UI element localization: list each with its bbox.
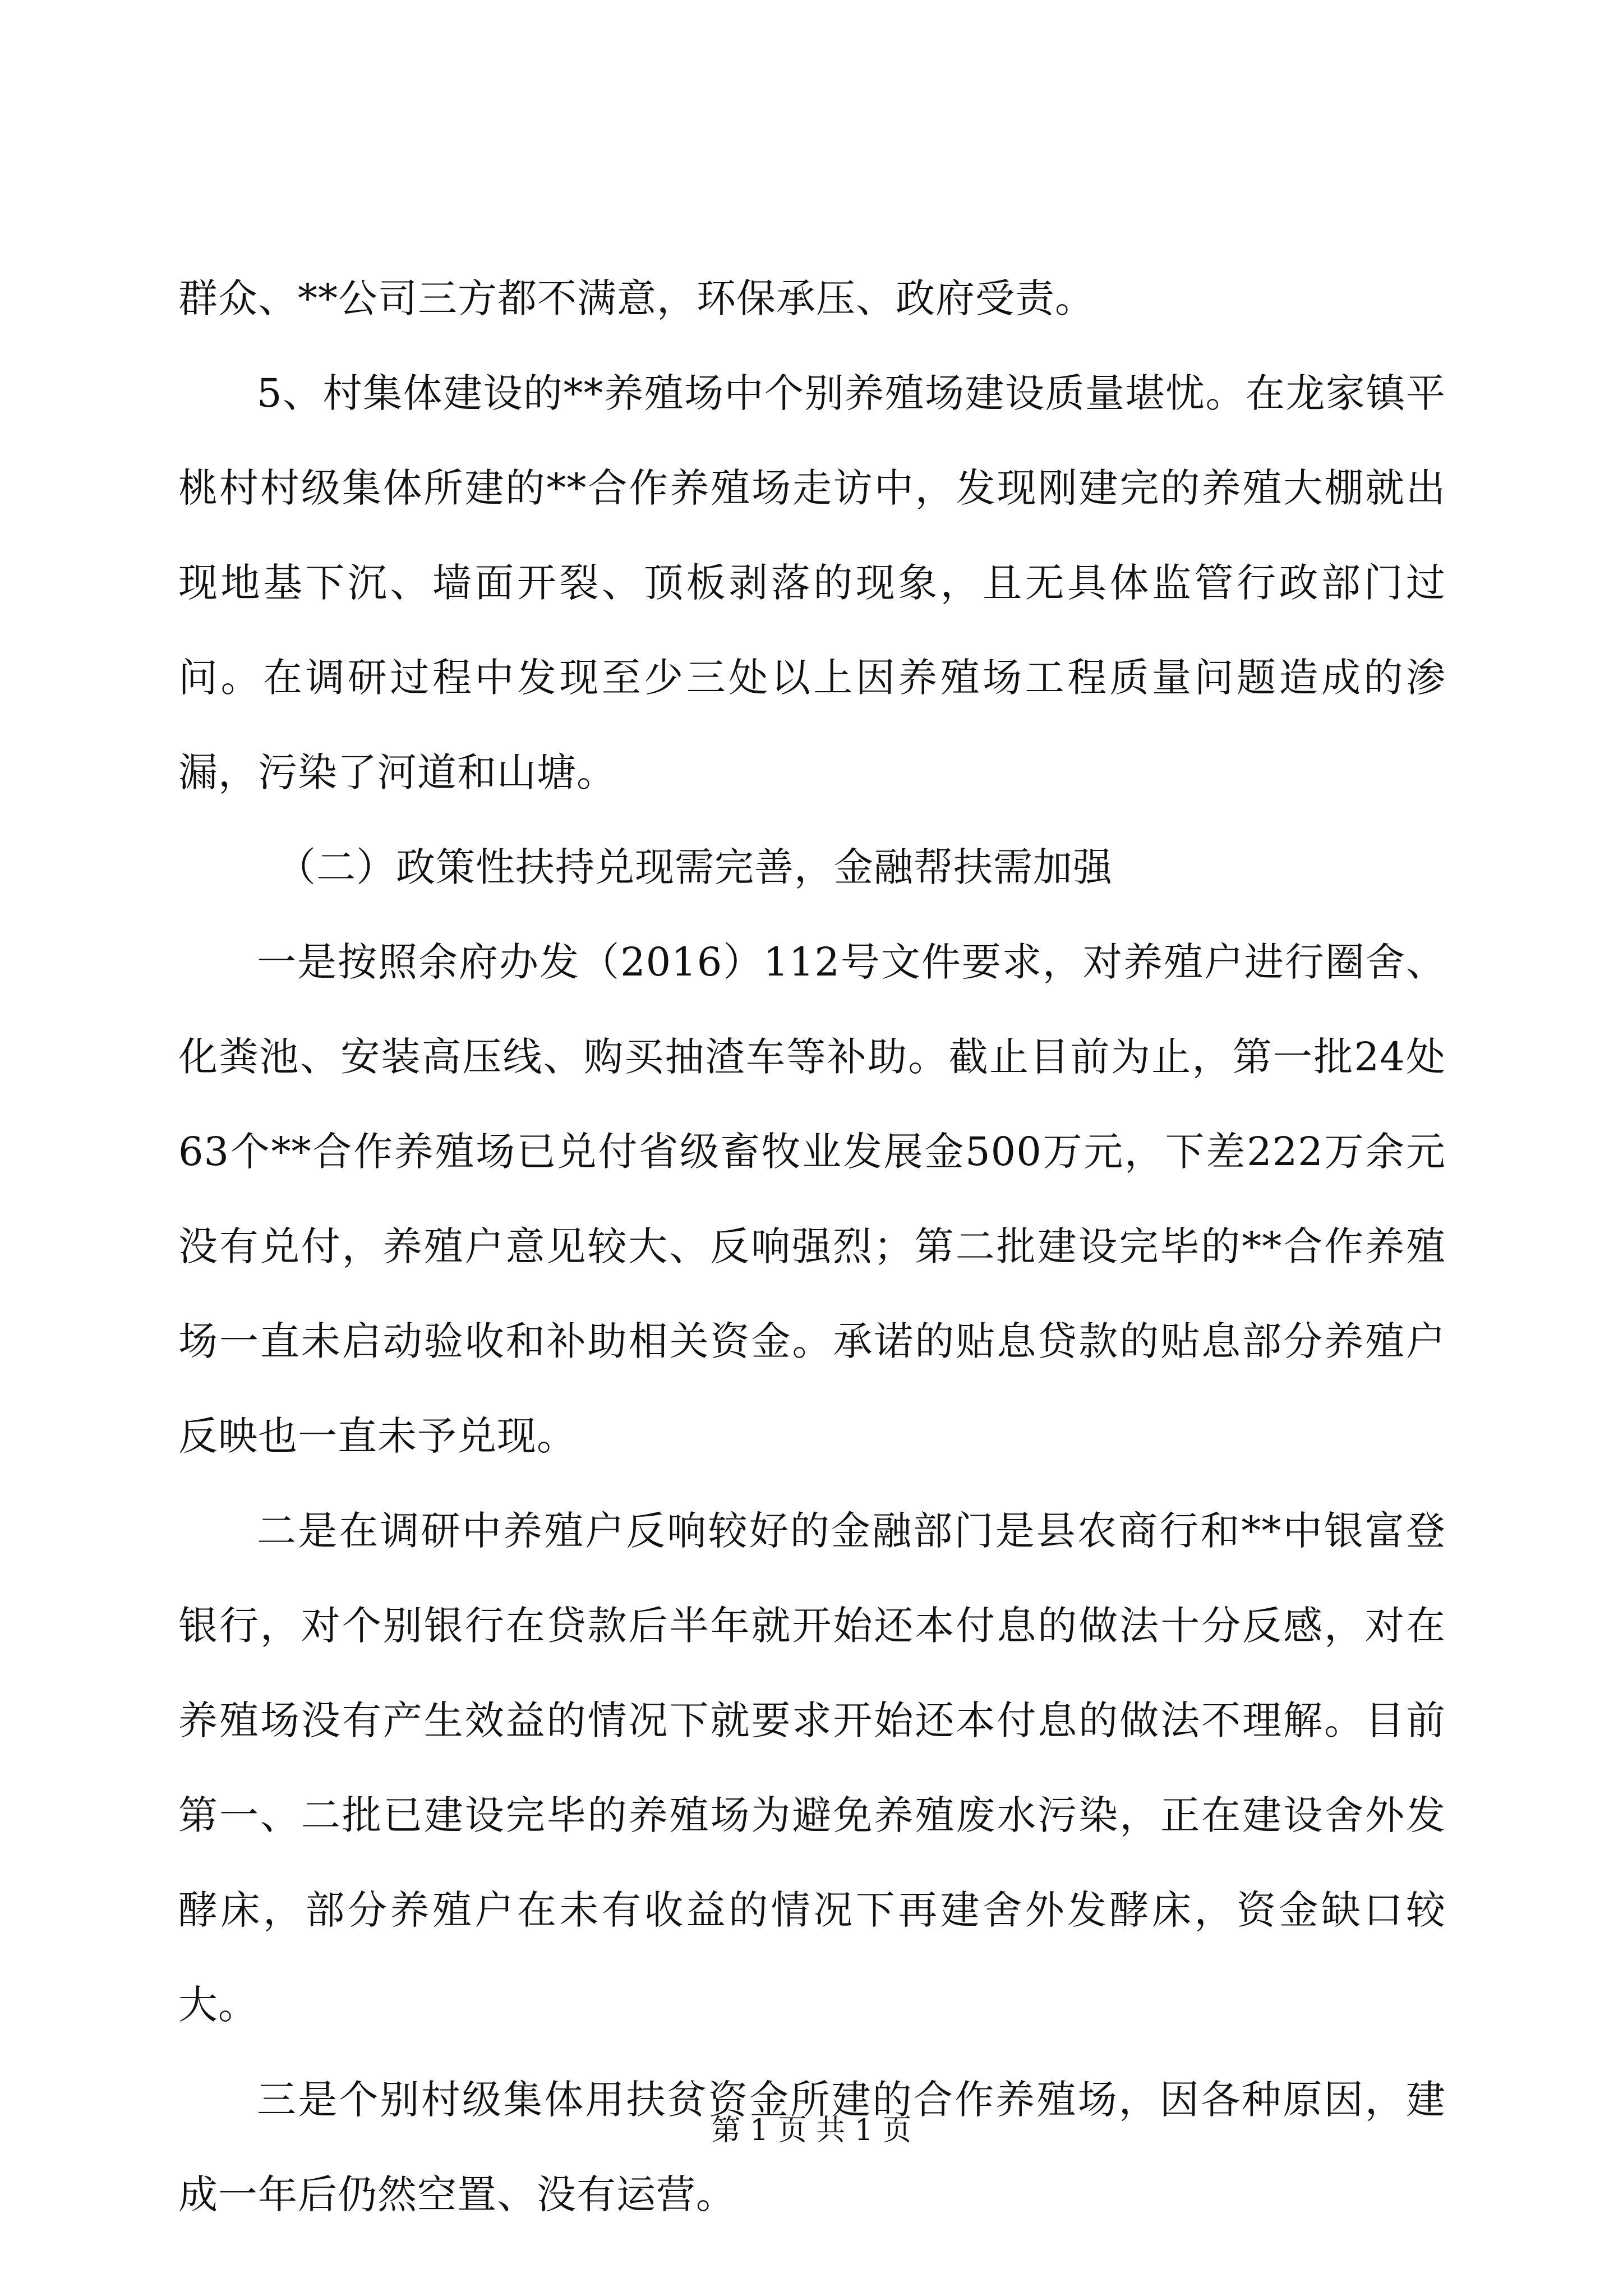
page-number-label: 第 1 页 共 1 页 (711, 2114, 912, 2147)
paragraph-continuation: 群众、**公司三方都不满意，环保承压、政府受责。 (178, 275, 1095, 321)
paragraph-point-3: 三是个别村级集体用扶贫资金所建的合作养殖场，因各种原因，建成一年后仍然空置、没有运营。 (178, 2077, 1446, 2217)
section-heading-2: （二）政策性扶持兑现需完善，金融帮扶需加强 (276, 844, 1113, 890)
document-body (178, 251, 1446, 2242)
paragraph-point-1: 一是按照余府办发（2016）112号文件要求，对养殖户进行圈舍、化粪池、安装高压线、购买抽渣车等补助。截止目前为止，第一批24处63个**合作养殖场已兑付省级畜牧业发展金500万元，下差222万余元没有兑付，养殖户意见较大、反响强烈；第二批建设完毕的**合作养殖场一直未启动验收和补助相关资金。承诺的贴息贷款的贴息部分养殖户反映也一直未予兑现。 (178, 939, 1446, 1459)
paragraph-item-5: 5、村集体建设的**养殖场中个别养殖场建设质量堪忧。在龙家镇平桃村村级集体所建的**合作养殖场走访中，发现刚建完的养殖大棚就出现地基下沉、墙面开裂、顶板剥落的现象，且无具体监管行政部门过问。在调研过程中发现至少三处以上因养殖场工程质量问题造成的渗漏，污染了河道和山塘。 (178, 370, 1446, 795)
paragraph-point-2: 二是在调研中养殖户反响较好的金融部门是县农商行和**中银富登银行，对个别银行在贷款后半年就开始还本付息的做法十分反感，对在养殖场没有产生效益的情况下就要求开始还本付息的做法不理解。目前第一、二批已建设完毕的养殖场为避免养殖废水污染，正在建设舍外发酵床，部分养殖户在未有收益的情况下再建舍外发酵床，资金缺口较大。 (178, 1508, 1446, 2028)
page-footer (0, 2114, 1623, 2147)
